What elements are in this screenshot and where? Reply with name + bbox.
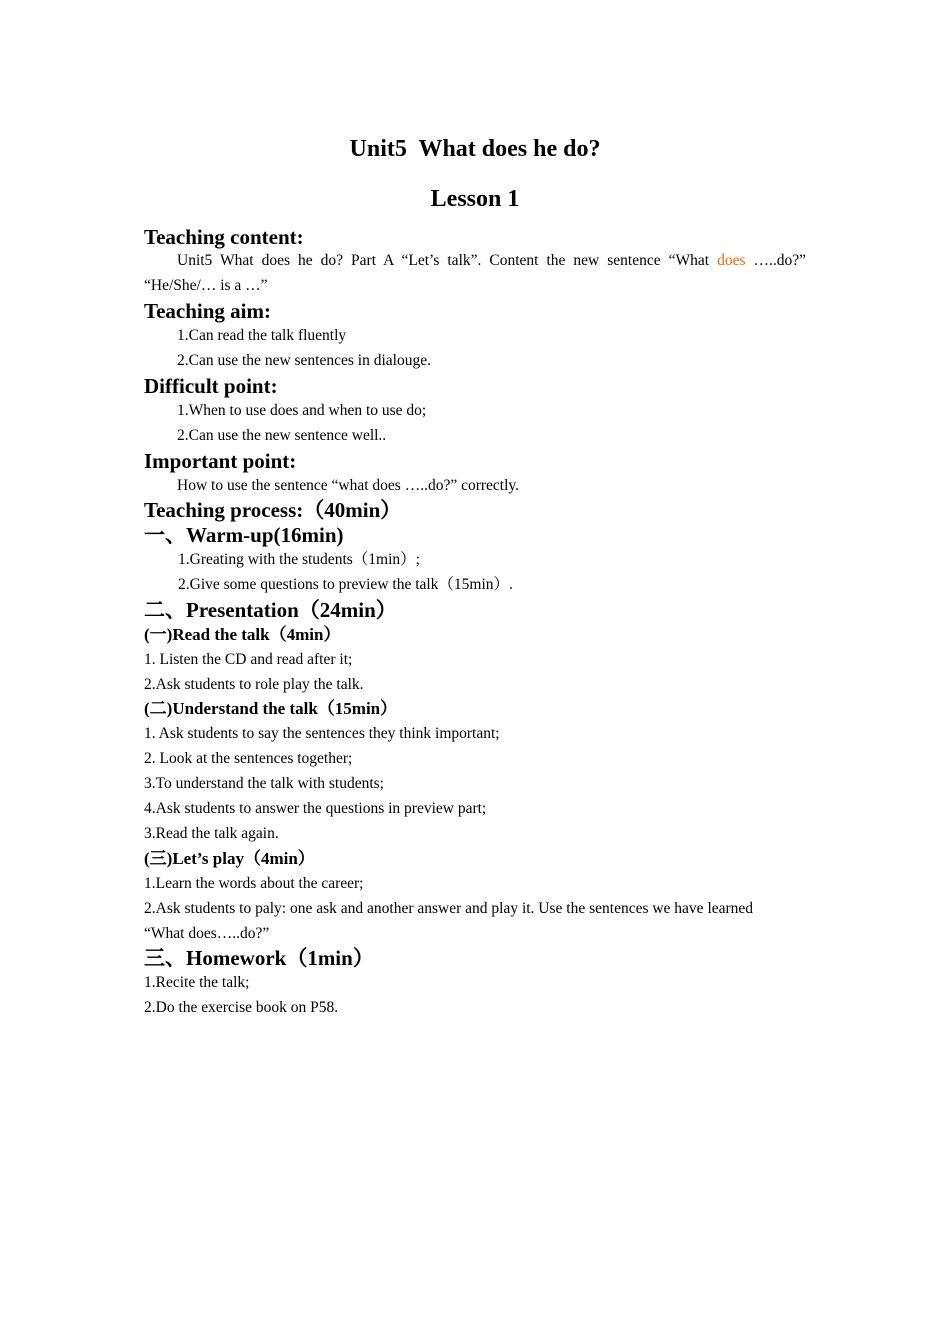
difficult-point-heading: Difficult point:	[144, 374, 278, 398]
warmup-heading: 一、Warm-up(16min)	[144, 523, 344, 547]
important-point-item: How to use the sentence “what does …..do?” correctly.	[177, 477, 520, 494]
teaching-aim-item: 1.Can read the talk fluently	[177, 327, 347, 344]
lets-play-item: 2.Ask students to paly: one ask and another answer and play it. Use the sentences we have learned	[144, 900, 754, 917]
highlighted-word: does	[717, 252, 746, 269]
content-text-before: Unit5 What does he do? Part A “Let’s talk”. Content the new sentence “What	[177, 252, 718, 269]
teaching-content-line-1	[144, 251, 806, 271]
understand-talk-item: 4.Ask students to answer the questions in preview part;	[144, 800, 487, 817]
warmup-item: 1.Greating with the students（1min）;	[178, 551, 420, 568]
understand-talk-heading: (二)Understand the talk（15min）	[144, 699, 398, 718]
lesson-subtitle: Lesson 1	[430, 186, 520, 212]
homework-heading: 三、Homework（1min）	[144, 946, 374, 970]
presentation-heading: 二、Presentation（24min）	[144, 598, 397, 622]
understand-talk-item: 3.Read the talk again.	[144, 825, 279, 842]
difficult-point-item: 2.Can use the new sentence well..	[177, 427, 387, 444]
understand-talk-item: 1. Ask students to say the sentences they think important;	[144, 725, 500, 742]
homework-item: 2.Do the exercise book on P58.	[144, 999, 339, 1016]
teaching-aim-heading: Teaching aim:	[144, 299, 271, 323]
lets-play-item: “What does…..do?”	[144, 925, 270, 942]
document-title: Unit5 What does he do?	[349, 136, 601, 162]
homework-item: 1.Recite the talk;	[144, 974, 250, 991]
content-text-after: …..do?”	[745, 252, 806, 269]
lets-play-item: 1.Learn the words about the career;	[144, 875, 364, 892]
understand-talk-item: 2. Look at the sentences together;	[144, 750, 353, 767]
teaching-content-line-2: “He/She/… is a …”	[144, 277, 268, 294]
understand-talk-item: 3.To understand the talk with students;	[144, 775, 384, 792]
teaching-content-heading: Teaching content:	[144, 225, 304, 249]
warmup-item: 2.Give some questions to preview the talk（15min）.	[178, 576, 513, 593]
read-talk-item: 2.Ask students to role play the talk.	[144, 676, 364, 693]
teaching-process-heading: Teaching process:（40min）	[144, 498, 402, 522]
read-talk-heading: (一)Read the talk（4min）	[144, 625, 341, 644]
read-talk-item: 1. Listen the CD and read after it;	[144, 651, 353, 668]
important-point-heading: Important point:	[144, 449, 297, 473]
teaching-aim-item: 2.Can use the new sentences in dialouge.	[177, 352, 431, 369]
difficult-point-item: 1.When to use does and when to use do;	[177, 402, 427, 419]
lets-play-heading: (三)Let’s play（4min）	[144, 849, 315, 868]
